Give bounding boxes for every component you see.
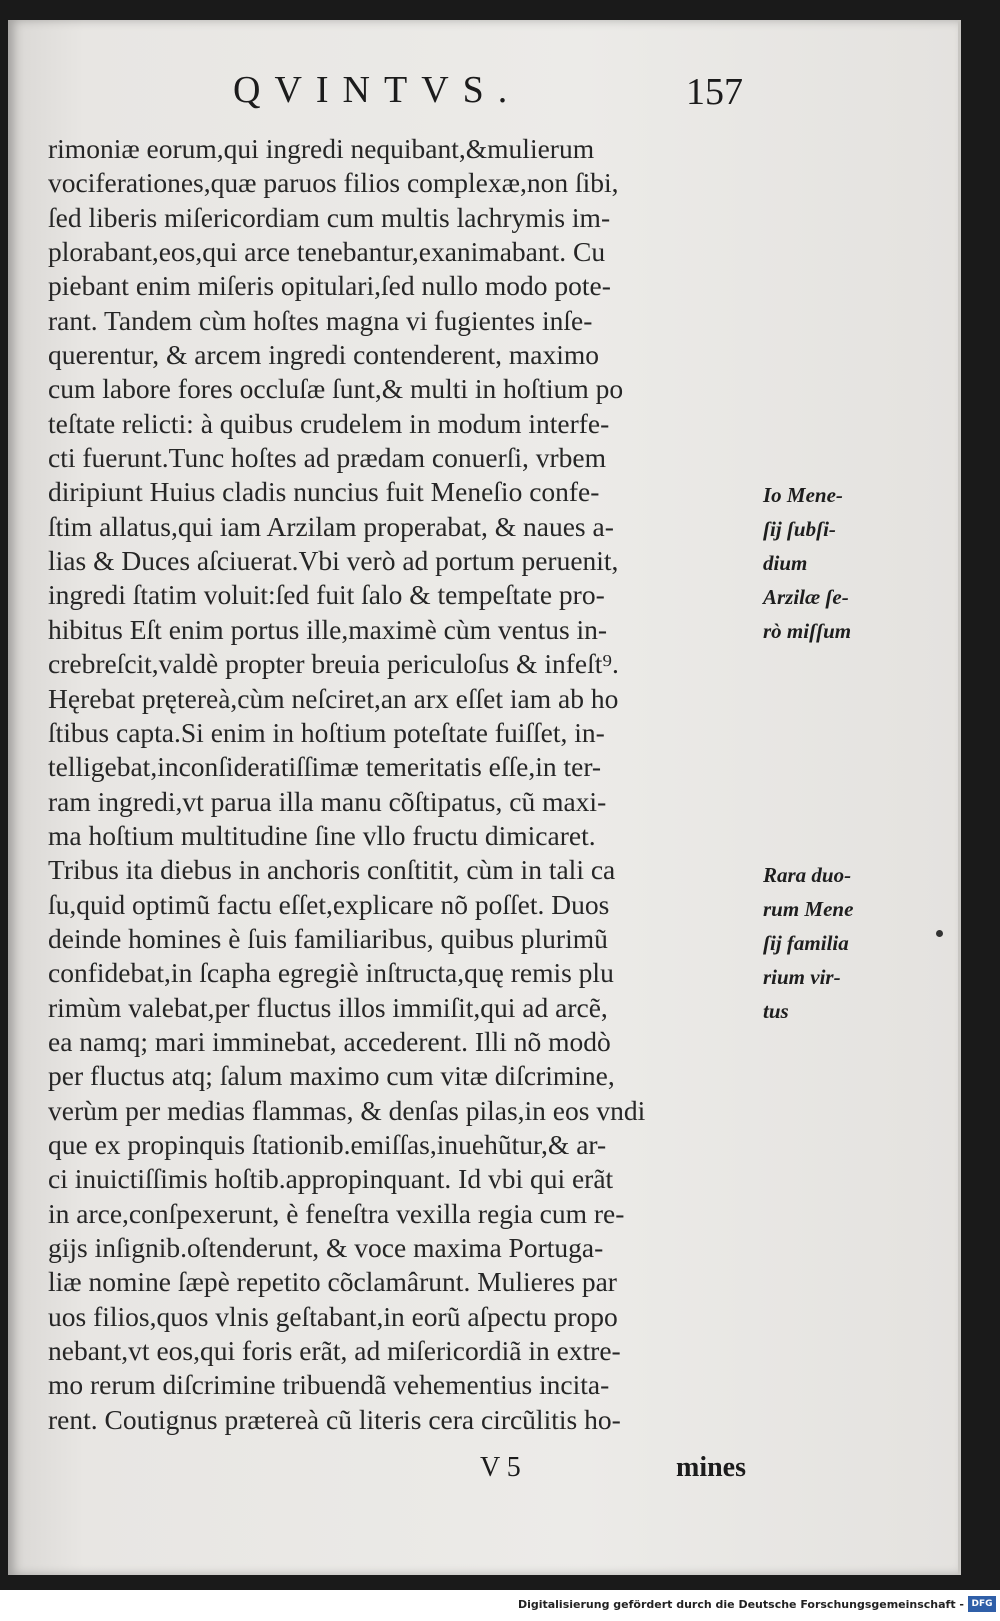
text-line: rent. Coutignus prætereà cũ literis cera circũlitis ho- xyxy=(48,1403,621,1435)
text-line: Hęrebat prętereà,cùm neſciret,an arx eſſet iam ab ho xyxy=(48,682,619,714)
body-text xyxy=(48,132,758,1437)
text-line: rimoniæ eorum,qui ingredi nequibant,&mulierum xyxy=(48,133,595,164)
text-line: mo rerum diſcrimine tribuendã vehementius incita- xyxy=(48,1369,610,1401)
text-line: liæ nomine ſæpè repetito cõclamârunt. Mulieres par xyxy=(48,1266,617,1298)
text-line: gijs inſignib.oſtenderunt, & voce maxima Portuga- xyxy=(48,1232,604,1263)
signature-mark: V 5 xyxy=(480,1452,521,1483)
text-line: teſtate relicti: à quibus crudelem in modum interfe- xyxy=(48,407,610,439)
margin-note-line: Rara duo- xyxy=(763,863,852,887)
text-line: rant. Tandem cùm hoſtes magna vi fugientes inſe- xyxy=(48,304,593,336)
text-line: per fluctus atq; ſalum maximo cum vitæ diſcrimine, xyxy=(48,1060,615,1092)
text-line: que ex propinquis ſtationib.emiſſas,inuehũtur,& ar- xyxy=(48,1128,607,1160)
margin-note-line: rò miſſum xyxy=(763,619,852,643)
text-line: ingredi ſtatim voluit:ſed fuit ſalo & tempeſtate pro- xyxy=(48,579,605,611)
credit-bar xyxy=(0,1590,1000,1621)
text-line: cti fuerunt.Tunc hoſtes ad prædam conuerſi, vrbem xyxy=(48,442,607,474)
text-line: verùm per medias flammas, & denſas pilas,in eos vndi xyxy=(48,1094,646,1126)
text-line: crebreſcit,valdè propter breuia periculoſus & infeſt⁹. xyxy=(48,648,619,680)
text-line: ſtim allatus,qui iam Arzilam properabat, & naues a- xyxy=(48,510,614,542)
text-line: querentur, & arcem ingredi contenderent, maximo xyxy=(48,339,599,371)
text-line: deinde homines è ſuis familiaribus, quibus plurimũ xyxy=(48,922,608,954)
text-line: ſed liberis miſericordiam cum multis lachrymis im- xyxy=(48,201,611,233)
text-line: nebant,vt eos,qui foris erãt, ad miſericordiã in extre- xyxy=(48,1335,621,1367)
dfg-logo: DFG xyxy=(968,1596,996,1612)
page-number: 157 xyxy=(686,71,743,113)
credit-text: Digitalisierung gefördert durch die Deutsche Forschungsgemeinschaft - xyxy=(517,1598,964,1611)
margin-note-line: dium xyxy=(763,551,808,575)
page-header xyxy=(48,68,748,128)
page-footer xyxy=(48,1452,748,1492)
text-line: rimùm valebat,per fluctus illos immiſit,qui ad arcẽ, xyxy=(48,991,608,1023)
margin-note-line: ſij familia xyxy=(763,931,849,955)
text-line: diripiunt Huius cladis nuncius fuit Meneſio confe- xyxy=(48,476,600,508)
text-line: in arce,conſpexerunt, è feneſtra vexilla regia cum re- xyxy=(48,1197,625,1229)
text-line: uos filios,quos vlnis geſtabant,in eorũ aſpectu propo xyxy=(48,1300,618,1332)
margin-note-line: tus xyxy=(763,999,789,1023)
text-line: telligebat,inconſideratiſſimæ temeritatis eſſe,in ter- xyxy=(48,751,602,783)
text-line: confidebat,in ſcapha egregiè inſtructa,quę remis plu xyxy=(48,957,614,989)
text-line: lias & Duces aſciuerat.Vbi verò ad portum peruenit, xyxy=(48,545,619,577)
text-line: plorabant,eos,qui arce tenebantur,exanimabant. Cu xyxy=(48,236,606,268)
text-line: piebant enim miſeris opitulari,ſed nullo modo pote- xyxy=(48,270,611,302)
text-line: ſu,quid optimũ factu eſſet,explicare nõ poſſet. Duos xyxy=(48,888,610,920)
book-page xyxy=(8,20,961,1575)
text-line: ram ingredi,vt parua illa manu cõſtipatus, cũ maxi- xyxy=(48,785,607,817)
margin-note-virtus xyxy=(763,858,853,1028)
text-line: ſtibus capta.Si enim in hoſtium poteſtate fuiſſet, in- xyxy=(48,716,605,748)
ink-speck xyxy=(936,930,943,937)
running-head: QVINTVS. xyxy=(233,69,522,111)
margin-note-line: rum Mene xyxy=(763,897,854,921)
text-line: hibitus Eſt enim portus ille,maximè cùm ventus in- xyxy=(48,613,608,645)
text-line: Tribus ita diebus in anchoris conſtitit, cùm in tali ca xyxy=(48,854,616,886)
text-line: ci inuictiſſimis hoſtib.appropinquant. Id vbi qui erãt xyxy=(48,1163,614,1195)
text-line: vociferationes,quæ paruos filios complexæ,non ſibi, xyxy=(48,167,619,199)
margin-note-line: rium vir- xyxy=(763,965,841,989)
margin-note-line: ſij ſubſi- xyxy=(763,517,836,541)
text-line: ma hoſtium multitudine ſine vllo fructu dimicaret. xyxy=(48,819,596,851)
catchword: mines xyxy=(676,1452,746,1483)
text-line: ea namq; mari imminebat, accederent. Illi nõ modò xyxy=(48,1025,611,1057)
margin-note-subsidium xyxy=(763,478,851,648)
margin-note-line: Arzilæ ſe- xyxy=(763,585,849,609)
text-line: cum labore fores occluſæ ſunt,& multi in hoſtium po xyxy=(48,373,624,405)
margin-note-line: Io Mene- xyxy=(763,483,843,507)
